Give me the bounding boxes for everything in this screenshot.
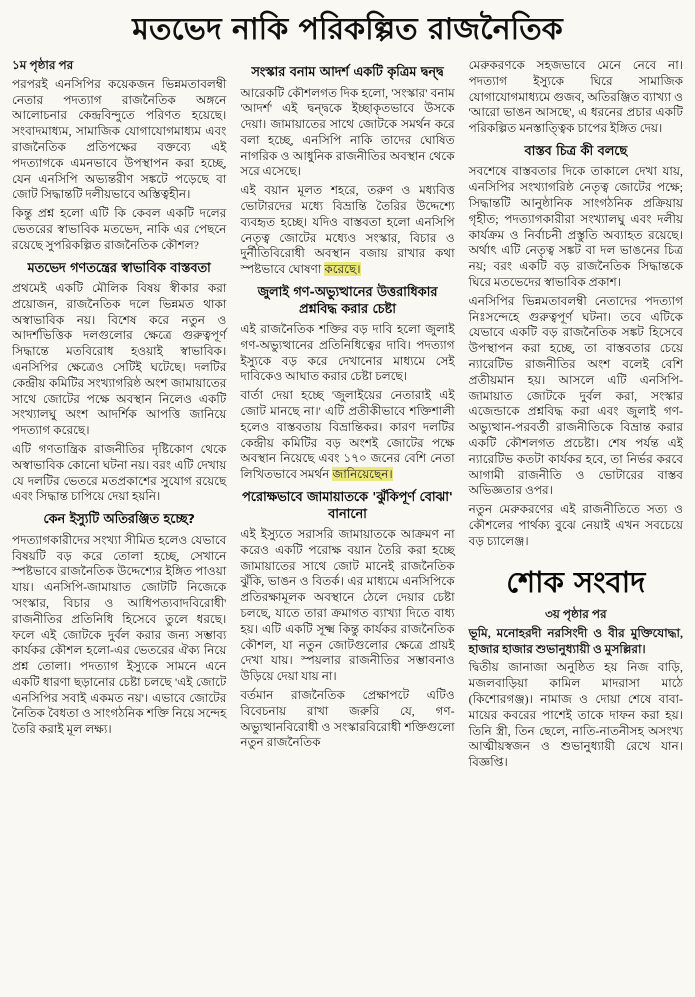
paragraph — [240, 183, 454, 278]
paragraph: এই ইস্যুতে সরাসরি জামায়াতকে আক্রমণ না করেও একটি পরোক্ষ বয়ান তৈরি করা হচ্ছে জামায়াতের সাথে জোট মানেই রাজনৈতিক ঝুঁকি, ভাঙন ও বিতর্ক। এর মাধ্যমে এনসিপিকে প্রতিরক্ষামূলক অবস্থানে ঠেলে দেয়ার চেষ্টা চলছে, যাতে তারা ক্রমাগত ব্যাখ্যা দিতে বাধ্য হয়। এটি একটি সূক্ষ্ম কিন্তু কার্যকর রাজনৈতিক কৌশল, যা নতুন জোটগুলোর ক্ষেত্রে প্রায়ই দেখা যায়। স্পয়লার রাজনীতির সম্ভাবনাও উড়িয়ে দেয়া যায় না। — [240, 527, 455, 684]
article-column-1 — [12, 58, 226, 774]
obituary-heading: শোক সংবাদ — [506, 564, 646, 599]
paragraph: সবশেষে বাস্তবতার দিকে তাকালে দেখা যায়, এনসিপির সংখ্যাগরিষ্ঠ নেতৃত্ব জোটের পক্ষে; সিদ্ধান্তটি আনুষ্ঠানিক সাংগঠনিক প্রক্রিয়ায় গৃহীত; পদত্যাগকারীরা সংখ্যালঘু এবং দলীয় কার্যক্রম ও নির্বাচনী প্রস্তুতি অব্যাহত রয়েছে। অর্থাৎ এটি নেতৃত্ব সঙ্কট বা দল ভাঙনের চিত্র নয়; বরং একটি বড় রাজনৈতিক সিদ্ধান্তকে ঘিরে মতভেদের স্বাভাবিক প্রকাশ। — [468, 164, 683, 290]
paragraph — [240, 388, 454, 483]
section-heading: সংস্কার বনাম আদর্শ একটি কৃত্রিম দ্বন্দ্ব — [251, 65, 444, 80]
paragraph: পদত্যাগকারীদের সংখ্যা সীমিত হলেও যেভাবে বিষয়টি বড় করে তোলা হচ্ছে, সেখানে স্পষ্টভাবে রাজনৈতিক উদ্দেশ্যের ইঙ্গিত পাওয়া যায়। এনসিপি-জামায়াত জোটটি নিজেকে 'সংস্কার, বিচার ও আধিপত্যবাদবিরোধী' রাজনীতির প্রতিনিধি হিসেবে তুলে ধরছে। ফলে এই জোটকে দুর্বল করার জন্য সম্ভাব্য কার্যকর কৌশল হলো-এর ভেতরের ঐক্য নিয়ে প্রশ্ন তোলা। পদত্যাগ ইস্যুকে সামনে এনে একটি ধারণা ছড়ানোর চেষ্টা চলছে 'এই জোটে এনসিপির সবাই একমত নয়'। এভাবে জোটের নৈতিক বৈধতা ও সাংগঠনিক শক্তি নিয়ে সন্দেহ তৈরি করাই মূল লক্ষ্য। — [12, 532, 227, 737]
paragraph: মেরুকরণকে সহজভাবে মেনে নেবে না। পদত্যাগ ইস্যুকে ঘিরে সামাজিক যোগাযোগমাধ্যমে গুজব, অতিরঞ্জিত ব্যাখ্যা ও 'আরো ভাঙন আসছে', এ ধরনের প্রচার একটি পরিকল্পিত মনস্তাত্ত্বিক চাপের ইঙ্গিত দেয়। — [468, 58, 683, 136]
continuation-note: ১ম পৃষ্ঠার পর — [12, 58, 74, 72]
section-heading: জুলাই গণ-অভ্যুত্থানের উত্তরাধিকার প্রশ্নবিদ্ধ করার চেষ্টা — [257, 285, 438, 317]
article-headline: মতভেদ নাকি পরিকল্পিত রাজনৈতিক — [132, 12, 563, 47]
article-column-3 — [469, 58, 683, 774]
highlighted-text: করেছে। — [324, 262, 361, 277]
paragraph: এই রাজনৈতিক শক্তির বড় দাবি হলো জুলাই গণ-অভ্যুত্থানের প্রতিনিধিত্বের দাবি। পদত্যাগ ইস্যুকে বড় করে দেখানোর মাধ্যমে সেই দাবিকেও আঘাত করার চেষ্টা চলছে। — [240, 322, 455, 384]
paragraph: আরেকটি কৌশলগত দিক হলো, 'সংস্কার' বনাম 'আদর্শ' এই দ্বন্দ্বকে ইচ্ছাকৃতভাবে উসকে দেয়া। জামায়াতের সাথে জোটকে সমর্থন করে বলা হচ্ছে, এনসিপি নাকি তাদের ঘোষিত নাগরিক ও আধুনিক রাজনীতির অবস্থান থেকে সরে এসেছে। — [240, 85, 455, 179]
continuation-note: ৩য় পৃষ্ঠার পর — [544, 606, 607, 621]
highlighted-text: জানিয়েছেন। — [332, 467, 393, 482]
article-columns — [0, 58, 695, 774]
paragraph: কিন্তু প্রশ্ন হলো এটি কি কেবল একটি দলের ভেতরের স্বাভাবিক মতভেদ, নাকি এর পেছনে রয়েছে সুপরিকল্পিত রাজনৈতিক কৌশল? — [12, 206, 227, 252]
text-segment: এই বয়ান মূলত শহরে, তরুণ ও মধ্যবিত্ত ভোটারদের মধ্যে বিভ্রান্তি তৈরির উদ্দেশ্যে ব্যবহৃত হচ্ছে। যদিও বাস্তবতা হলো এনসিপি নেতৃত্ব জোটের মধ্যেও সংস্কার, বিচার ও দুর্নীতিবিরোধী অবস্থান বজায় রাখার কথা স্পষ্টভাবে ঘোষণা — [240, 183, 455, 277]
paragraph: ভূমি, মনোহরদী নরসিংদী ও বীর মুক্তিযোদ্ধা, হাজার হাজার শুভানুধ্যায়ী ও মুসল্লিরা। — [468, 625, 683, 656]
section-heading: পরোক্ষভাবে জামায়াতকে 'ঝুঁকিপূর্ণ বোঝা' বানানো — [242, 490, 453, 522]
paragraph: পরপরই এনসিপির কয়েকজন ভিন্নমতাবলম্বী নেতার পদত্যাগ রাজনৈতিক অঙ্গনে আলোচনার কেন্দ্রবিন্দুতে পরিণত হয়েছে। সংবাদমাধ্যম, সামাজিক যোগাযোগমাধ্যম এবং রাজনৈতিক প্রতিপক্ষের বক্তব্যে এই পদত্যাগকে এমনভাবে উপস্থাপন করা হচ্ছে, যেন এনসিপি অভ্যন্তরীণ সঙ্কটে পড়েছে বা জোট সিদ্ধান্তটি দলীয়ভাবে অস্তিত্বহীন। — [12, 76, 227, 202]
paragraph: প্রথমেই একটি মৌলিক বিষয় স্বীকার করা প্রয়োজন, রাজনৈতিক দলে ভিন্নমত থাকা অস্বাভাবিক নয়। বিশেষ করে নতুন ও আদর্শভিত্তিক দলগুলোর ক্ষেত্রে গুরুত্বপূর্ণ সিদ্ধান্তে মতবিরোধ হওয়াই স্বাভাবিক। এনসিপির ক্ষেত্রেও সেটিই ঘটেছে। দলটির কেন্দ্রীয় কমিটির সংখ্যাগরিষ্ঠ অংশ জামায়াতের সাথে জোটের পক্ষে অবস্থান নিলেও একটি সংখ্যালঘু অংশ আদর্শিক আপত্তি জানিয়ে পদত্যাগ করেছে। — [12, 281, 227, 438]
section-heading: কেন ইস্যুটি অতিরঞ্জিত হচ্ছে? — [43, 512, 195, 528]
paragraph: এটি গণতান্ত্রিক রাজনীতির দৃষ্টিকোণ থেকে অস্বাভাবিক কোনো ঘটনা নয়। বরং এটি দেখায় যে দলটির ভেতরে মতপ্রকাশের সুযোগ রয়েছে এবং সিদ্ধান্ত চাপিয়ে দেয়া হয়নি। — [12, 442, 227, 504]
text-segment: বার্তা দেয়া হচ্ছে 'জুলাইয়ের নেতারাই এই জোট মানছে না।' এটি প্রতীকীভাবে শক্তিশালী হলেও বাস্তবতায় বিভ্রান্তিকর। কারণ দলটির কেন্দ্রীয় কমিটির বড় অংশই জোটের পক্ষে অবস্থান নিয়েছে এবং ১৭০ জনের বেশি নেতা লিখিতভাবে সমর্থন — [240, 388, 455, 482]
article-column-2 — [240, 58, 454, 774]
paragraph: এনসিপির ভিন্নমতাবলম্বী নেতাদের পদত্যাগ নিঃসন্দেহে গুরুত্বপূর্ণ ঘটনা। তবে এটিকে যেভাবে একটি বড় রাজনৈতিক সঙ্কট হিসেবে উপস্থাপন করা হচ্ছে, তা বাস্তবতার চেয়ে ন্যারেটিভ রাজনীতির অংশ বলেই বেশি প্রতীয়মান হয়। আসলে এটি এনসিপি-জামায়াত জোটকে দুর্বল করা, সংস্কার এজেন্ডাকে প্রশ্নবিদ্ধ করা এবং জুলাই গণ-অভ্যুত্থান-পরবর্তী রাজনীতিকে বিভ্রান্ত করার একটি কৌশলগত প্রচেষ্টা। শেষ পর্যন্ত এই ন্যারেটিভ কতটা কার্যকর হবে, তা নির্ভর করবে আগামী রাজনীতি ও ভোটারের বাস্তব অভিজ্ঞতার ওপর। — [468, 293, 683, 498]
section-heading: বাস্তব চিত্র কী বলছে — [524, 143, 628, 159]
paragraph: দ্বিতীয় জানাজা অনুষ্ঠিত হয় নিজ বাড়ি, মজলবাড়িয়া কামিল মাদরাসা মাঠে (কিশোরগঞ্জ)। নামাজ ও দোয়া শেষে বাবা-মায়ের কবরের পাশেই তাকে দাফন করা হয়। তিনি স্ত্রী, তিন ছেলে, নাতি-নাতনীসহ অসংখ্য আত্মীয়স্বজন ও শুভানুধ্যায়ী রেখে যান। বিজ্ঞপ্তি। — [468, 660, 683, 770]
section-heading: মতভেদ গণতন্ত্রের স্বাভাবিক বাস্তবতা — [27, 260, 211, 276]
paragraph: নতুন মেরুকরণের এই রাজনীতিতে সত্য ও কৌশলের পার্থক্য বুঝে নেয়াই এখন সবচেয়ে বড় চ্যালেঞ্জ। — [468, 502, 683, 548]
paragraph: বর্তমান রাজনৈতিক প্রেক্ষাপটে এটিও বিবেচনায় রাখা জরুরি যে, গণ-অভ্যুত্থানবিরোধী ও সংস্কারবিরোধী শক্তিগুলো নতুন রাজনৈতিক — [240, 688, 455, 750]
